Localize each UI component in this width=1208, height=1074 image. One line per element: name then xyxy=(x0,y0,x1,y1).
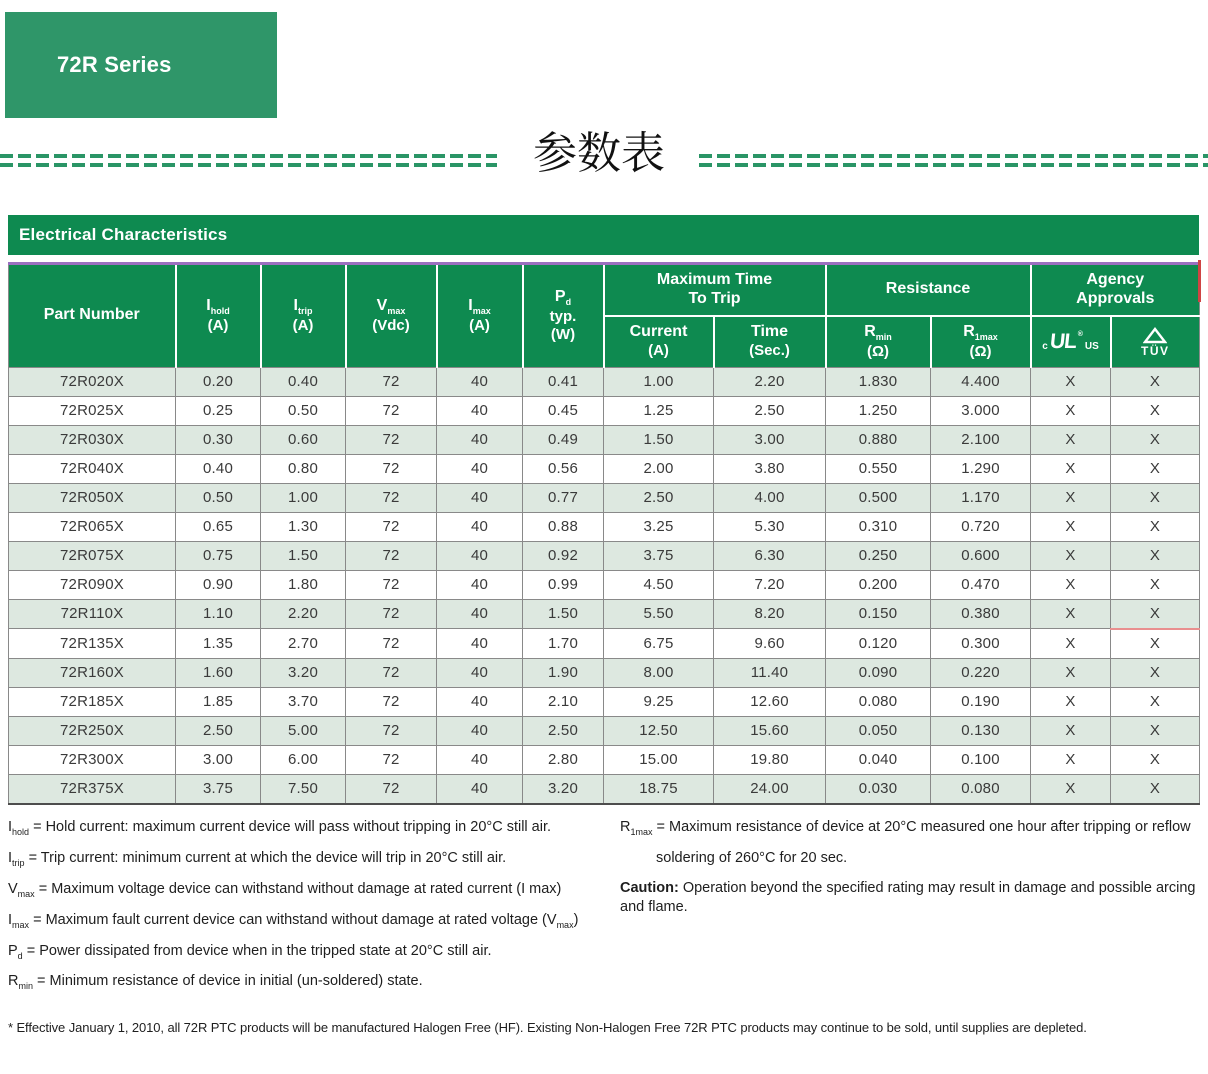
trip-current-cell: 1.25 xyxy=(604,396,714,425)
footnote-i-hold: $I_{hold}$ = Hold current: maximum current device will pass without tripping in 20°C still air. xyxy=(8,819,552,837)
part-number-cell: 72R020X xyxy=(9,367,176,396)
v-max-cell: 72 xyxy=(346,774,437,804)
r-min-cell: 0.080 xyxy=(826,687,931,716)
i-trip-cell: 1.50 xyxy=(261,541,346,570)
tuv-approval-mark: X xyxy=(1111,367,1200,396)
r-min-cell: 1.250 xyxy=(826,396,931,425)
trip-current-cell: 5.50 xyxy=(604,599,714,629)
v-max-cell: 72 xyxy=(346,454,437,483)
page-title: 参数表 xyxy=(533,128,665,179)
tuv-approval-mark: X xyxy=(1111,687,1200,716)
i-max-cell: 40 xyxy=(437,774,523,804)
table-row xyxy=(9,745,1200,774)
v-max-cell: 72 xyxy=(346,512,437,541)
r-min-cell: 0.150 xyxy=(826,599,931,629)
part-number-cell: 72R030X xyxy=(9,425,176,454)
footnote-r-1max: $R_{1max}$ = Maximum resistance of device at 20°C measured one hour after tripping or reflow xyxy=(620,819,1191,837)
p-d-cell: 1.50 xyxy=(523,599,604,629)
i-trip-cell: 0.80 xyxy=(261,454,346,483)
col-header-r-1max: $R_{1max}$ (Ω) xyxy=(931,316,1031,368)
footnote-r-1max-line2: soldering of 260°C for 20 sec. xyxy=(656,849,848,866)
col-header-i-hold: $I_{hold}$ (A) xyxy=(176,264,261,368)
i-max-cell: 40 xyxy=(437,745,523,774)
ul-approval-mark: X xyxy=(1031,396,1111,425)
table-row xyxy=(9,541,1200,570)
i-hold-cell: 0.25 xyxy=(176,396,261,425)
v-max-cell: 72 xyxy=(346,745,437,774)
v-max-cell: 72 xyxy=(346,629,437,659)
i-trip-cell: 2.70 xyxy=(261,629,346,659)
r-1max-cell: 0.600 xyxy=(931,541,1031,570)
trip-time-cell: 3.00 xyxy=(714,425,826,454)
part-number-cell: 72R040X xyxy=(9,454,176,483)
ul-approval-mark: X xyxy=(1031,658,1111,687)
table-row xyxy=(9,774,1200,804)
p-d-cell: 0.45 xyxy=(523,396,604,425)
part-number-cell: 72R375X xyxy=(9,774,176,804)
tuv-approval-mark: X xyxy=(1111,570,1200,599)
i-hold-cell: 3.75 xyxy=(176,774,261,804)
i-max-cell: 40 xyxy=(437,570,523,599)
i-hold-cell: 1.35 xyxy=(176,629,261,659)
p-d-cell: 2.80 xyxy=(523,745,604,774)
tuv-approval-mark: X xyxy=(1111,483,1200,512)
table-row xyxy=(9,599,1200,629)
v-max-cell: 72 xyxy=(346,716,437,745)
table-row xyxy=(9,454,1200,483)
col-header-ul-approval xyxy=(1031,316,1111,368)
i-max-cell: 40 xyxy=(437,687,523,716)
electrical-characteristics-table xyxy=(8,262,1200,805)
r-min-cell: 0.500 xyxy=(826,483,931,512)
p-d-cell: 0.56 xyxy=(523,454,604,483)
part-number-cell: 72R065X xyxy=(9,512,176,541)
i-max-cell: 40 xyxy=(437,541,523,570)
v-max-cell: 72 xyxy=(346,658,437,687)
i-hold-cell: 1.10 xyxy=(176,599,261,629)
i-max-cell: 40 xyxy=(437,367,523,396)
r-1max-cell: 0.470 xyxy=(931,570,1031,599)
trip-time-cell: 19.80 xyxy=(714,745,826,774)
v-max-cell: 72 xyxy=(346,687,437,716)
r-min-cell: 0.200 xyxy=(826,570,931,599)
footnotes-left xyxy=(8,818,612,1003)
scan-artifact-red-line xyxy=(1198,260,1201,302)
col-header-i-trip: $I_{trip}$ (A) xyxy=(261,264,346,368)
i-hold-cell: 0.75 xyxy=(176,541,261,570)
v-max-cell: 72 xyxy=(346,425,437,454)
ul-approval-mark: X xyxy=(1031,716,1111,745)
i-max-cell: 40 xyxy=(437,425,523,454)
p-d-cell: 1.70 xyxy=(523,629,604,659)
r-1max-cell: 0.220 xyxy=(931,658,1031,687)
r-1max-cell: 2.100 xyxy=(931,425,1031,454)
r-1max-cell: 0.720 xyxy=(931,512,1031,541)
ul-approval-mark: X xyxy=(1031,541,1111,570)
p-d-cell: 0.77 xyxy=(523,483,604,512)
i-trip-cell: 1.30 xyxy=(261,512,346,541)
trip-time-cell: 12.60 xyxy=(714,687,826,716)
col-header-trip-time: Time (Sec.) xyxy=(714,316,826,368)
trip-time-cell: 9.60 xyxy=(714,629,826,659)
trip-time-cell: 11.40 xyxy=(714,658,826,687)
trip-current-cell: 3.25 xyxy=(604,512,714,541)
col-header-p-d: $P_d$ typ. (W) xyxy=(523,264,604,368)
i-trip-cell: 7.50 xyxy=(261,774,346,804)
v-max-cell: 72 xyxy=(346,483,437,512)
trip-current-cell: 18.75 xyxy=(604,774,714,804)
tuv-approval-mark: X xyxy=(1111,541,1200,570)
ul-approval-mark: X xyxy=(1031,599,1111,629)
part-number-cell: 72R110X xyxy=(9,599,176,629)
p-d-cell: 2.50 xyxy=(523,716,604,745)
i-trip-cell: 3.70 xyxy=(261,687,346,716)
i-trip-cell: 3.20 xyxy=(261,658,346,687)
part-number-cell: 72R025X xyxy=(9,396,176,425)
tuv-approval-mark: X xyxy=(1111,454,1200,483)
halogen-free-note: * Effective January 1, 2010, all 72R PTC products will be manufactured Halogen Free (HF). Existing Non-Halogen Free 72R PTC products may continue to be sold, until supplies are depleted. xyxy=(8,1020,1087,1035)
section-banner xyxy=(8,215,1199,255)
dashed-rule-left xyxy=(0,150,497,172)
p-d-cell: 2.10 xyxy=(523,687,604,716)
part-number-cell: 72R090X xyxy=(9,570,176,599)
i-hold-cell: 3.00 xyxy=(176,745,261,774)
col-header-trip-current: Current (A) xyxy=(604,316,714,368)
i-hold-cell: 0.30 xyxy=(176,425,261,454)
col-header-r-min: $R_{min}$ (Ω) xyxy=(826,316,931,368)
ul-approval-mark: X xyxy=(1031,570,1111,599)
tuv-approval-mark: X xyxy=(1111,745,1200,774)
i-trip-cell: 0.40 xyxy=(261,367,346,396)
i-hold-cell: 0.40 xyxy=(176,454,261,483)
footnotes-right xyxy=(612,818,1200,1003)
r-1max-cell: 0.130 xyxy=(931,716,1031,745)
r-min-cell: 0.310 xyxy=(826,512,931,541)
i-hold-cell: 0.50 xyxy=(176,483,261,512)
dashed-rule-right xyxy=(699,150,1208,172)
r-1max-cell: 0.190 xyxy=(931,687,1031,716)
ul-approval-mark: X xyxy=(1031,745,1111,774)
r-min-cell: 0.550 xyxy=(826,454,931,483)
tuv-approval-mark: X xyxy=(1111,396,1200,425)
i-hold-cell: 2.50 xyxy=(176,716,261,745)
trip-current-cell: 6.75 xyxy=(604,629,714,659)
part-number-cell: 72R050X xyxy=(9,483,176,512)
p-d-cell: 0.92 xyxy=(523,541,604,570)
series-badge-label: 72R Series xyxy=(57,52,172,77)
i-max-cell: 40 xyxy=(437,629,523,659)
cul-us-logo-icon: c UL ® US xyxy=(1042,330,1099,353)
r-1max-cell: 0.300 xyxy=(931,629,1031,659)
trip-current-cell: 2.00 xyxy=(604,454,714,483)
section-title: Electrical Characteristics xyxy=(19,225,228,244)
i-max-cell: 40 xyxy=(437,512,523,541)
ul-approval-mark: X xyxy=(1031,425,1111,454)
r-min-cell: 1.830 xyxy=(826,367,931,396)
col-group-resistance: Resistance xyxy=(826,264,1031,316)
table-row xyxy=(9,425,1200,454)
trip-time-cell: 24.00 xyxy=(714,774,826,804)
table-header xyxy=(9,264,1200,368)
footnotes xyxy=(8,818,1200,1003)
ul-approval-mark: X xyxy=(1031,774,1111,804)
i-trip-cell: 0.60 xyxy=(261,425,346,454)
i-trip-cell: 1.80 xyxy=(261,570,346,599)
table-row xyxy=(9,629,1200,659)
r-min-cell: 0.030 xyxy=(826,774,931,804)
ul-approval-mark: X xyxy=(1031,629,1111,659)
footnote-i-max: $I_{max}$ = Maximum fault current device can withstand without damage at rated voltage $(V_{max})$ xyxy=(8,911,579,930)
i-max-cell: 40 xyxy=(437,454,523,483)
trip-current-cell: 2.50 xyxy=(604,483,714,512)
trip-current-cell: 3.75 xyxy=(604,541,714,570)
footnote-i-trip: $I_{trip}$ = Trip current: minimum current at which the device will trip in 20°C still air. xyxy=(8,849,507,868)
tuv-approval-mark: X xyxy=(1111,425,1200,454)
p-d-cell: 0.88 xyxy=(523,512,604,541)
i-trip-cell: 1.00 xyxy=(261,483,346,512)
r-1max-cell: 4.400 xyxy=(931,367,1031,396)
col-group-max-time-to-trip: Maximum Time To Trip xyxy=(604,264,826,316)
p-d-cell: 0.99 xyxy=(523,570,604,599)
title-row xyxy=(0,124,1208,184)
caution-note: Caution: Operation beyond the specified rating may result in damage and possible arcing and flame. xyxy=(620,879,1196,915)
tuv-approval-mark: X xyxy=(1111,512,1200,541)
i-hold-cell: 1.60 xyxy=(176,658,261,687)
r-min-cell: 0.880 xyxy=(826,425,931,454)
i-hold-cell: 0.90 xyxy=(176,570,261,599)
col-header-tuv-approval xyxy=(1111,316,1200,368)
table-row xyxy=(9,570,1200,599)
i-max-cell: 40 xyxy=(437,483,523,512)
r-min-cell: 0.250 xyxy=(826,541,931,570)
ul-approval-mark: X xyxy=(1031,454,1111,483)
table-row xyxy=(9,687,1200,716)
part-number-cell: 72R185X xyxy=(9,687,176,716)
v-max-cell: 72 xyxy=(346,570,437,599)
part-number-cell: 72R250X xyxy=(9,716,176,745)
table-wrapper xyxy=(8,262,1199,805)
i-max-cell: 40 xyxy=(437,658,523,687)
r-min-cell: 0.040 xyxy=(826,745,931,774)
col-group-agency-approvals: Agency Approvals xyxy=(1031,264,1200,316)
trip-current-cell: 1.50 xyxy=(604,425,714,454)
trip-time-cell: 6.30 xyxy=(714,541,826,570)
trip-time-cell: 5.30 xyxy=(714,512,826,541)
table-row xyxy=(9,483,1200,512)
v-max-cell: 72 xyxy=(346,599,437,629)
tuv-approval-mark: X xyxy=(1111,658,1200,687)
i-max-cell: 40 xyxy=(437,396,523,425)
trip-current-cell: 12.50 xyxy=(604,716,714,745)
trip-time-cell: 8.20 xyxy=(714,599,826,629)
trip-time-cell: 15.60 xyxy=(714,716,826,745)
i-trip-cell: 6.00 xyxy=(261,745,346,774)
v-max-cell: 72 xyxy=(346,396,437,425)
r-1max-cell: 0.380 xyxy=(931,599,1031,629)
r-1max-cell: 3.000 xyxy=(931,396,1031,425)
i-max-cell: 40 xyxy=(437,716,523,745)
i-trip-cell: 0.50 xyxy=(261,396,346,425)
p-d-cell: 0.49 xyxy=(523,425,604,454)
tuv-logo-icon: TÜV xyxy=(1112,327,1200,357)
i-max-cell: 40 xyxy=(437,599,523,629)
trip-current-cell: 4.50 xyxy=(604,570,714,599)
tuv-approval-mark: X xyxy=(1111,716,1200,745)
table-row xyxy=(9,367,1200,396)
table-body xyxy=(9,367,1200,804)
trip-current-cell: 9.25 xyxy=(604,687,714,716)
table-row xyxy=(9,658,1200,687)
tuv-approval-mark: X xyxy=(1111,774,1200,804)
table-row xyxy=(9,512,1200,541)
i-trip-cell: 2.20 xyxy=(261,599,346,629)
part-number-cell: 72R075X xyxy=(9,541,176,570)
table-row xyxy=(9,716,1200,745)
ul-approval-mark: X xyxy=(1031,367,1111,396)
trip-current-cell: 1.00 xyxy=(604,367,714,396)
footnote-p-d: $P_d$ = Power dissipated from device when in the tripped state at 20°C still air. xyxy=(8,942,492,961)
trip-current-cell: 15.00 xyxy=(604,745,714,774)
p-d-cell: 0.41 xyxy=(523,367,604,396)
r-1max-cell: 1.170 xyxy=(931,483,1031,512)
col-header-i-max: $I_{max}$ (A) xyxy=(437,264,523,368)
p-d-cell: 3.20 xyxy=(523,774,604,804)
r-min-cell: 0.120 xyxy=(826,629,931,659)
i-trip-cell: 5.00 xyxy=(261,716,346,745)
trip-current-cell: 8.00 xyxy=(604,658,714,687)
r-min-cell: 0.090 xyxy=(826,658,931,687)
v-max-cell: 72 xyxy=(346,541,437,570)
r-1max-cell: 0.100 xyxy=(931,745,1031,774)
series-badge xyxy=(5,12,277,118)
footnote-r-min: $R_{min}$ = Minimum resistance of device in initial (un-soldered) state. xyxy=(8,973,423,992)
r-1max-cell: 1.290 xyxy=(931,454,1031,483)
trip-time-cell: 4.00 xyxy=(714,483,826,512)
i-hold-cell: 0.20 xyxy=(176,367,261,396)
ul-approval-mark: X xyxy=(1031,512,1111,541)
tuv-approval-mark: X xyxy=(1111,599,1200,629)
table-row xyxy=(9,396,1200,425)
col-header-v-max: $V_{max}$ (Vdc) xyxy=(346,264,437,368)
part-number-cell: 72R135X xyxy=(9,629,176,659)
trip-time-cell: 2.20 xyxy=(714,367,826,396)
col-header-part-number: Part Number xyxy=(9,264,176,368)
part-number-cell: 72R160X xyxy=(9,658,176,687)
footnote-v-max: $V_{max}$ = Maximum voltage device can withstand without damage at rated current (I max) xyxy=(8,880,562,899)
v-max-cell: 72 xyxy=(346,367,437,396)
ul-approval-mark: X xyxy=(1031,687,1111,716)
trip-time-cell: 7.20 xyxy=(714,570,826,599)
part-number-cell: 72R300X xyxy=(9,745,176,774)
tuv-approval-mark: X xyxy=(1111,629,1200,659)
trip-time-cell: 2.50 xyxy=(714,396,826,425)
r-1max-cell: 0.080 xyxy=(931,774,1031,804)
i-hold-cell: 0.65 xyxy=(176,512,261,541)
ul-approval-mark: X xyxy=(1031,483,1111,512)
i-hold-cell: 1.85 xyxy=(176,687,261,716)
r-min-cell: 0.050 xyxy=(826,716,931,745)
trip-time-cell: 3.80 xyxy=(714,454,826,483)
p-d-cell: 1.90 xyxy=(523,658,604,687)
